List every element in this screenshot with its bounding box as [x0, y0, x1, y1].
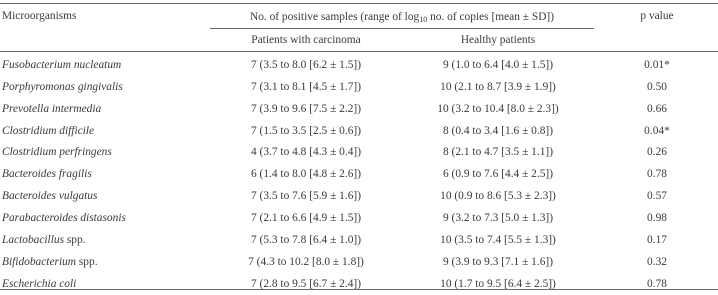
microorganism-name [2, 189, 97, 203]
healthy-value: 10 (0.9 to 8.6 [5.3 ± 2.3]) [402, 189, 594, 203]
header-group-prefix: No. of positive samples (range of log [250, 11, 419, 23]
patients-value: 7 (5.3 to 7.8 [6.4 ± 1.0]) [210, 233, 402, 247]
microorganism-name [2, 255, 98, 269]
p-value: 0.66 [596, 102, 718, 116]
table-top-rule [0, 3, 718, 4]
header-p-value: p value [596, 9, 718, 23]
p-value: 0.78 [596, 277, 718, 291]
table-row [0, 186, 718, 208]
header-healthy-patients: Healthy patients [402, 33, 594, 47]
healthy-value: 9 (3.2 to 7.3 [5.0 ± 1.3]) [402, 211, 594, 225]
healthy-value: 8 (0.4 to 3.4 [1.6 ± 0.8]) [402, 124, 594, 138]
microorganism-suffix: spp. [76, 256, 98, 268]
patients-value: 7 (3.9 to 9.6 [7.5 ± 2.2]) [210, 102, 402, 116]
patients-value: 7 (3.5 to 8.0 [6.2 ± 1.5]) [210, 58, 402, 72]
table-row [0, 55, 718, 77]
header-patients-with-carcinoma: Patients with carcinoma [210, 33, 402, 47]
microorganism-genus-species: Clostridium perfringens [2, 146, 112, 158]
healthy-value: 10 (3.2 to 10.4 [8.0 ± 2.3]) [402, 102, 594, 116]
healthy-value: 9 (3.9 to 9.3 [7.1 ± 1.6]) [402, 255, 594, 269]
p-value: 0.78 [596, 167, 718, 181]
p-value: 0.04* [596, 124, 718, 138]
p-value: 0.26 [596, 145, 718, 159]
microorganism-name [2, 211, 126, 225]
microorganism-genus-species: Escherichia coli [2, 278, 76, 290]
microorganism-genus-species: Clostridium difficile [2, 125, 94, 137]
patients-value: 7 (4.3 to 10.2 [8.0 ± 1.8]) [210, 255, 402, 269]
p-value: 0.01* [596, 58, 718, 72]
microorganism-genus-species: Lactobacillus [2, 234, 64, 246]
table-row [0, 252, 718, 274]
microorganism-name [2, 167, 92, 181]
microorganism-genus-species: Fusobacterium nucleatum [2, 59, 121, 71]
table-row [0, 142, 718, 164]
microorganism-genus-species: Bacteroides fragilis [2, 168, 92, 180]
microorganism-genus-species: Bacteroides vulgatus [2, 190, 97, 202]
healthy-value: 10 (3.5 to 7.4 [5.5 ± 1.3]) [402, 233, 594, 247]
microorganism-name [2, 102, 101, 116]
header-group-suffix: no. of copies [mean ± SD]) [427, 11, 554, 23]
table-row [0, 230, 718, 252]
healthy-value: 10 (1.7 to 9.5 [6.4 ± 2.5]) [402, 277, 594, 291]
healthy-value: 6 (0.9 to 7.6 [4.4 ± 2.5]) [402, 167, 594, 181]
microorganism-name [2, 233, 86, 247]
table-row [0, 208, 718, 230]
patients-value: 6 (1.4 to 8.0 [4.8 ± 2.6]) [210, 167, 402, 181]
header-group-subscript: 10 [419, 15, 427, 24]
table-row [0, 99, 718, 121]
microorganism-name [2, 58, 121, 72]
table-row [0, 274, 718, 295]
patients-value: 7 (3.5 to 7.6 [5.9 ± 1.6]) [210, 189, 402, 203]
microorganism-suffix: spp. [64, 234, 86, 246]
p-value: 0.98 [596, 211, 718, 225]
microorganism-genus-species: Bifidobacterium [2, 256, 76, 268]
table-row [0, 164, 718, 186]
healthy-value: 10 (2.1 to 8.7 [3.9 ± 1.9]) [402, 80, 594, 94]
microorganism-genus-species: Prevotella intermedia [2, 103, 101, 115]
patients-value: 4 (3.7 to 4.8 [4.3 ± 0.4]) [210, 145, 402, 159]
microorganism-genus-species: Porphyromonas gingivalis [2, 81, 123, 93]
patients-value: 7 (2.1 to 6.6 [4.9 ± 1.5]) [210, 211, 402, 225]
p-value: 0.32 [596, 255, 718, 269]
microorganism-name [2, 80, 123, 94]
table-row [0, 121, 718, 143]
header-positive-samples [210, 10, 594, 24]
p-value: 0.57 [596, 189, 718, 203]
p-value: 0.17 [596, 233, 718, 247]
patients-value: 7 (3.1 to 8.1 [4.5 ± 1.7]) [210, 80, 402, 94]
table-bottom-rule [0, 289, 718, 290]
healthy-value: 8 (2.1 to 4.7 [3.5 ± 1.1]) [402, 145, 594, 159]
header-bottom-rule [0, 51, 718, 52]
table-row [0, 77, 718, 99]
patients-value: 7 (2.8 to 9.5 [6.7 ± 2.4]) [210, 277, 402, 291]
patients-value: 7 (1.5 to 3.5 [2.5 ± 0.6]) [210, 124, 402, 138]
healthy-value: 9 (1.0 to 6.4 [4.0 ± 1.5]) [402, 58, 594, 72]
microorganism-name [2, 124, 94, 138]
header-microorganisms: Microorganisms [2, 9, 76, 23]
microorganism-genus-species: Parabacteroides distasonis [2, 212, 126, 224]
p-value: 0.50 [596, 80, 718, 94]
header-group-underline [210, 28, 594, 29]
microorganism-name [2, 145, 112, 159]
